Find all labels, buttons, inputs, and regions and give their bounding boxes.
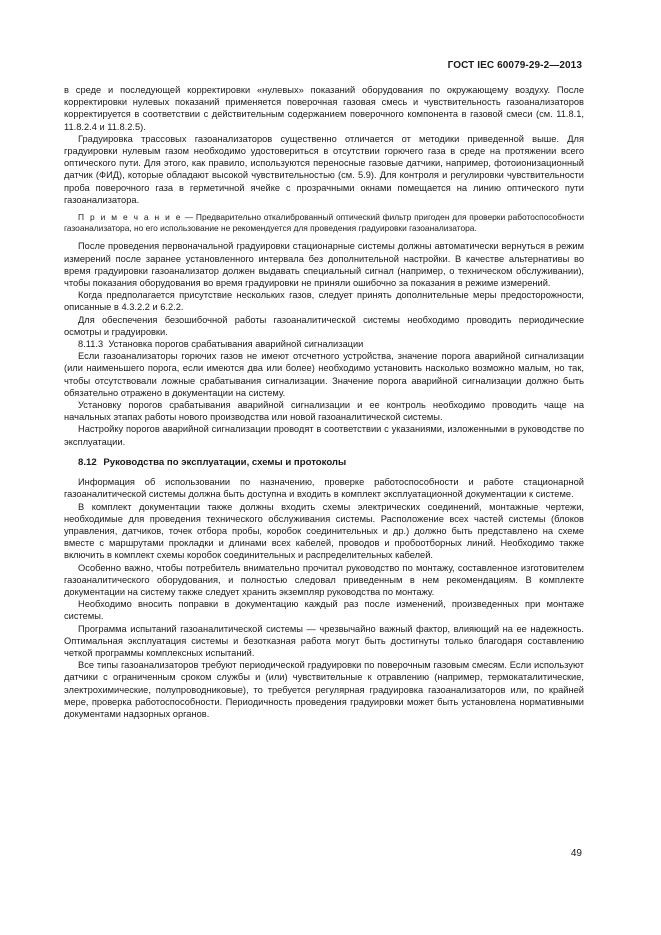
paragraph: Если газоанализаторы горючих газов не имеют отсчетного устройства, значение порога аварийной сигнализации (или наименьшего порога, если имеются два или более) необходимо установить насколько возможно малым, но так, чтобы отсутствовали ложные срабатывания сигнализации. Значение порога аварийной сигнализации должно быть обязательно отражено в документации на систему. — [64, 351, 584, 398]
paragraph: Настройку порогов аварийной сигнализации проводят в соответствии с указаниями, изложенными в руководстве по эксплуатации. — [64, 424, 584, 447]
paragraph: Для обеспечения безошибочной работы газоаналитической системы необходимо проводить периодические осмотры и градуировки. — [64, 314, 584, 337]
paragraph: Необходимо вносить поправки в документацию каждый раз после изменений, произведенных при монтаже системы. — [64, 599, 584, 622]
subsection-title: Установка порогов срабатывания аварийной сигнализации — [108, 339, 364, 350]
subsection-heading — [64, 338, 584, 350]
paragraph: В комплект документации также должны входить схемы электрических соединений, монтажные чертежи, необходимые для проведения технического обслуживания системы. Расположение всех частей системы (блоков управления, датчиков, точек отбора пробы, коробок соединительных и др.) должно быть представлено на схеме вместе с маршрутами прокладки и длинами всех кабелей, проводов и пробоотборных линий. Необходимо также включить в комплект схемы коробок соединительных и распределительных кабелей. — [64, 501, 584, 561]
paragraph: Информация об использовании по назначению, проверке работоспособности и работе стационарной газоаналитической системы должна быть доступна и входить в комплект эксплуатационной документации к системе. — [64, 477, 584, 500]
section-number: 8.12 — [78, 456, 97, 468]
paragraph: Когда предполагается присутствие нескольких газов, следует принять дополнительные меры предосторожности, описанные в 4.3.2.2 и 6.2.2. — [64, 290, 584, 313]
paragraph: Особенно важно, чтобы потребитель внимательно прочитал руководство по монтажу, составленное изготовителем газоаналитического оборудования, и полностью следовал приведенным в нем рекомендациям. В комплекте документации на систему также следует хранить экземпляр руководства по монтажу. — [64, 562, 584, 597]
note-text: — Предварительно откалиброванный оптический фильтр пригоден для проверки работоспособности газоанализатора, но его использование не рекомендуется для проведения градуировки газоанализатора. — [64, 212, 584, 234]
page-footer — [571, 848, 582, 859]
paragraph: Установку порогов срабатывания аварийной сигнализации и ее контроль необходимо проводить чаще на начальных этапах работы нового производства или новой газоаналитической системы. — [64, 400, 584, 423]
note — [64, 212, 584, 234]
subsection-number: 8.11.3 — [78, 339, 104, 350]
paragraph: Все типы газоанализаторов требуют периодической градуировки по поверочным газовым смесям. Если используют датчики с ограниченным сроком службы и (или) чувствительные к отравлению (например, термокаталитические, электрохимические, полупроводниковые), то требуется регулярная градуировка газоанализаторов или, по крайней мере, проверка работоспособности. Периодичность проведения градуировки может быть установлена нормативными документами надзорных органов. — [64, 660, 584, 719]
paragraph: Программа испытаний газоаналитической системы — чрезвычайно важный фактор, влияющий на ее надежность. Оптимальная эксплуатация системы и безотказная работа могут быть достигнуты только благодаря составлению четкой программы комплексных испытаний. — [64, 623, 584, 658]
section-title: Руководства по эксплуатации, схемы и протоколы — [103, 456, 347, 468]
paragraph: в среде и последующей корректировки «нулевых» показаний оборудования по окружающему воздуху. После корректировки нулевых показаний применяется поверочная газовая смесь и чувствительность газоанализаторов корректируется в соответствии с действительным содержанием поверочного компонента в газовой смеси (см. 11.8.1, 11.8.2.4 и 11.8.2.5). — [64, 85, 584, 132]
page-number: 49 — [570, 848, 582, 859]
paragraph: После проведения первоначальной градуировки стационарные системы должны автоматически вернуться в режим измерений после заранее установленного интервала без дополнительной настройки. В качестве альтернативы во время градуировки газоанализатор должен выдавать специальный сигнал (например, о техническом обслуживании), чтобы показания оборудования во время градуировки не приняли ошибочно за показания в режиме измерений. — [64, 241, 584, 289]
document-header — [448, 60, 582, 71]
section-heading — [64, 457, 584, 469]
page-body — [64, 84, 584, 720]
standard-number: ГОСТ IEC 60079-29-2—2013 — [447, 60, 582, 71]
note-label: П р и м е ч а н и е — [78, 212, 183, 223]
paragraph: Градуировка трассовых газоанализаторов существенно отличается от методики приведенной выше. Для градуировки нулевым газом необходимо удостовериться в отсутствии горючего газа в среде на протяжении всего оптического пути. Для этого, как правило, используются переносные газовые датчики, например, фотоионизационный датчик (ФИД), которые обладают высокой чувствительностью (см. 5.9). Для контроля и регулировки чувствительности проба поверочного газа в герметичной ячейке с прозрачными окнами помещается на линию оптического пути газоанализатора. — [64, 133, 584, 205]
